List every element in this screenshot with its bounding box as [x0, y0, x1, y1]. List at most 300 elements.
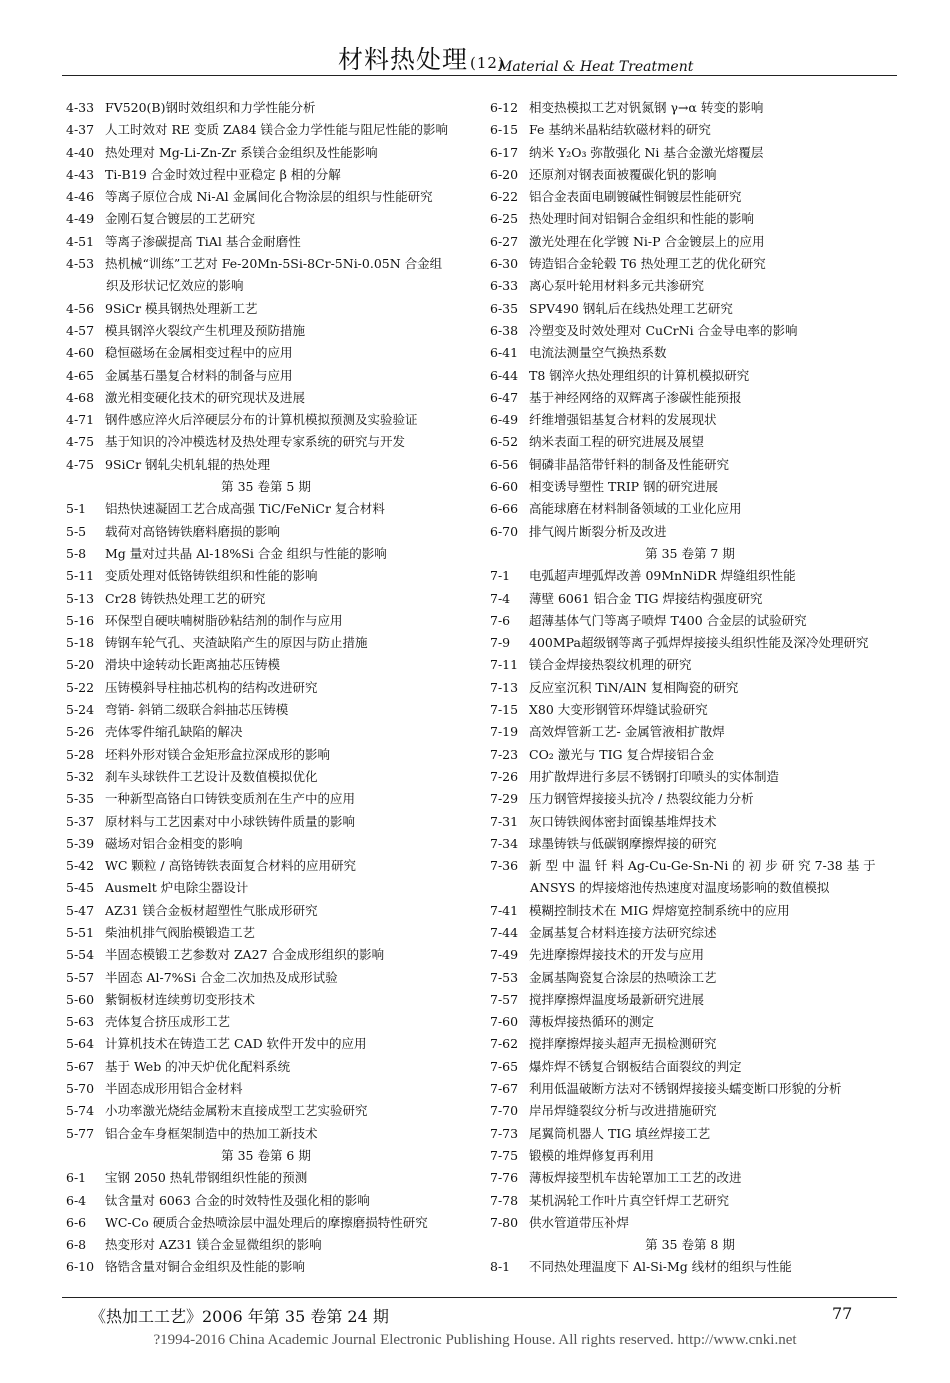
toc-entry	[66, 944, 466, 966]
toc-entry-title: 9SiCr 模具钢热处理新工艺	[105, 300, 258, 316]
toc-entry	[490, 811, 890, 833]
toc-entry	[66, 833, 466, 855]
toc-entry	[66, 231, 466, 253]
toc-entry	[66, 409, 466, 431]
toc-entry-page-code: 6-66	[490, 501, 519, 517]
toc-entry-title: 柴油机排气阀胎模锻造工艺	[105, 924, 256, 940]
toc-entry-title: Ti-B19 合金时效过程中亚稳定 β 相的分解	[105, 166, 341, 182]
toc-entry-page-code: 5-26	[66, 724, 95, 740]
toc-entry-title: 半固态成形用铝合金材料	[105, 1081, 243, 1097]
toc-entry-page-code: 6-44	[490, 367, 519, 383]
toc-entry-title: 金刚石复合镀层的工艺研究	[105, 211, 256, 227]
toc-entry	[490, 164, 890, 186]
toc-entry-page-code: 5-5	[66, 523, 87, 539]
toc-entry	[66, 342, 466, 364]
toc-entry-page-code: 5-37	[66, 813, 95, 829]
toc-entry	[490, 409, 890, 431]
toc-entry-title: 灰口铸铁阀体密封面镍基堆焊技术	[529, 813, 717, 829]
toc-entry	[490, 97, 890, 119]
toc-entry-title: 铝合金车身框架制造中的热加工新技术	[105, 1125, 318, 1141]
toc-entry-page-code: 7-6	[490, 612, 511, 628]
toc-entry-title: 宝钢 2050 热轧带钢组织性能的预测	[105, 1170, 308, 1186]
toc-entry	[66, 677, 466, 699]
toc-entry	[490, 989, 890, 1011]
toc-entry-title: 尾翼筒机器人 TIG 填丝焊接工艺	[529, 1125, 711, 1141]
toc-entry-page-code: 5-32	[66, 768, 95, 784]
toc-entry	[66, 989, 466, 1011]
toc-entry	[490, 744, 890, 766]
toc-entry-page-code: 5-57	[66, 969, 95, 985]
toc-entry	[490, 365, 890, 387]
toc-entry	[66, 1100, 466, 1122]
toc-entry-page-code: 7-31	[490, 813, 519, 829]
toc-entry	[490, 855, 890, 877]
toc-entry-title: 铸造铝合金轮毂 T6 热处理工艺的优化研究	[529, 256, 766, 272]
toc-entry-title: 不同热处理温度下 Al-Si-Mg 线材的组织与性能	[529, 1259, 792, 1275]
toc-entry-page-code: 7-44	[490, 924, 519, 940]
toc-entry-title: 小功率激光烧结金属粉末直接成型工艺实验研究	[105, 1103, 368, 1119]
toc-entry-page-code: 4-60	[66, 345, 95, 361]
toc-entry-page-code: 6-49	[490, 412, 519, 428]
toc-entry	[66, 1234, 466, 1256]
toc-entry-title: 壳体复合挤压成形工艺	[105, 1014, 231, 1030]
toc-entry	[490, 208, 890, 230]
toc-entry	[490, 610, 890, 632]
toc-entry	[490, 1033, 890, 1055]
toc-entry-title: 滑块中途转动长距离抽芯压铸模	[105, 657, 281, 673]
toc-entry	[490, 298, 890, 320]
issue-section-heading	[490, 543, 890, 565]
toc-entry-title: 先进摩擦焊接技术的开发与应用	[529, 947, 705, 963]
toc-entry-title: 高能球磨在材料制备领域的工业化应用	[529, 501, 742, 517]
toc-entry	[66, 164, 466, 186]
toc-entry-page-code: 7-23	[490, 746, 519, 762]
toc-entry-title: Cr28 铸铁热处理工艺的研究	[105, 590, 266, 606]
toc-entry-title: CO₂ 激光与 TIG 复合焊接铝合金	[529, 746, 715, 762]
toc-entry-page-code: 6-27	[490, 233, 519, 249]
toc-entry-page-code: 5-47	[66, 902, 95, 918]
toc-entry-title: 人工时效对 RE 变质 ZA84 镁合金力学性能与阻尼性能的影响	[105, 122, 449, 138]
toc-entry-page-code: 4-57	[66, 322, 95, 338]
toc-entry	[66, 610, 466, 632]
toc-entry-title: 模具钢淬火裂纹产生机理及预防措施	[105, 322, 306, 338]
toc-entry-title: 薄壁 6061 铝合金 TIG 焊接结构强度研究	[529, 590, 763, 606]
toc-entry-title: 热处理对 Mg-Li-Zn-Zr 系镁合金组织及性能影响	[105, 144, 378, 160]
toc-entry	[490, 498, 890, 520]
toc-entry-title: 电弧超声埋弧焊改善 09MnNiDR 焊缝组织性能	[529, 568, 796, 584]
toc-entry-title: 铝热快速凝固工艺合成高强 TiC/FeNiCr 复合材料	[105, 501, 385, 517]
toc-entry	[490, 431, 890, 453]
toc-entry-title: 坯料外形对镁合金矩形盒拉深成形的影响	[105, 746, 331, 762]
toc-entry-page-code: 4-40	[66, 144, 95, 160]
toc-entry-title: 铬锆含量对铜合金组织及性能的影响	[105, 1259, 306, 1275]
toc-entry	[490, 922, 890, 944]
toc-entry-title: 相变热模拟工艺对钒氮钢 γ→α 转变的影响	[529, 100, 764, 115]
toc-entry	[490, 231, 890, 253]
toc-entry-title: 新 型 中 温 钎 料 Ag-Cu-Ge-Sn-Ni 的 初 步 研 究 7-38 基 于	[529, 858, 876, 874]
toc-entry	[66, 387, 466, 409]
toc-entry-title: 变质处理对低铬铸铁组织和性能的影响	[105, 568, 318, 584]
toc-entry-title: 钛含量对 6063 合金的时效特性及强化相的影响	[105, 1192, 370, 1208]
toc-entry	[490, 387, 890, 409]
toc-entry	[66, 855, 466, 877]
toc-entry-title: 超薄基体气门等离子喷焊 T400 合金层的试验研究	[529, 612, 807, 628]
toc-entry-title: T8 钢淬火热处理组织的计算机模拟研究	[529, 367, 750, 383]
toc-entry	[66, 922, 466, 944]
toc-entry	[490, 1145, 890, 1167]
toc-entry-title: 薄板焊接热循环的测定	[529, 1014, 655, 1030]
toc-entry-page-code: 6-47	[490, 389, 519, 405]
header-rule	[62, 75, 897, 76]
toc-entry-page-code: 5-1	[66, 501, 87, 517]
toc-entry	[66, 365, 466, 387]
toc-entry	[490, 588, 890, 610]
toc-entry-title: 电流法测量空气换热系数	[529, 345, 667, 361]
toc-entry	[490, 119, 890, 141]
toc-entry-page-code: 4-53	[66, 256, 95, 272]
toc-entry-title: 高效焊管新工艺- 金属管液相扩散焊	[529, 724, 725, 740]
toc-entry-title: ANSYS 的焊接熔池传热速度对温度场影响的数值模拟	[530, 880, 830, 896]
toc-entry-page-code: 7-60	[490, 1014, 519, 1030]
toc-entry	[490, 900, 890, 922]
toc-entry-page-code: 5-77	[66, 1125, 95, 1141]
toc-entry	[490, 944, 890, 966]
toc-entry-page-code: 5-74	[66, 1103, 95, 1119]
toc-entry-title: 半固态模锻工艺参数对 ZA27 合金成形组织的影响	[105, 947, 385, 963]
toc-entry-page-code: 5-8	[66, 545, 87, 561]
toc-entry-page-code: 7-75	[490, 1147, 519, 1163]
toc-entry	[490, 275, 890, 297]
toc-entry-page-code: 7-65	[490, 1058, 519, 1074]
toc-entry	[490, 1078, 890, 1100]
toc-entry-page-code: 5-51	[66, 924, 95, 940]
toc-entry-page-code: 5-63	[66, 1014, 95, 1030]
toc-entry-title: 某机涡轮工作叶片真空钎焊工艺研究	[529, 1192, 730, 1208]
toc-entry-page-code: 8-1	[490, 1259, 511, 1275]
toc-entry-title: 原材料与工艺因素对中小球铁铸件质量的影响	[105, 813, 356, 829]
toc-entry-page-code: 5-35	[66, 791, 95, 807]
toc-entry-title: 爆炸焊不锈复合钢板结合面裂纹的判定	[529, 1058, 742, 1074]
toc-entry-title: 计算机技术在铸造工艺 CAD 软件开发中的应用	[105, 1036, 367, 1052]
toc-entry-page-code: 4-75	[66, 456, 95, 472]
toc-entry	[490, 253, 890, 275]
toc-entry-page-code: 7-80	[490, 1214, 519, 1230]
toc-entry-page-code: 6-38	[490, 322, 519, 338]
toc-entry-title: 基于知识的冷冲模选材及热处理专家系统的研究与开发	[105, 434, 406, 450]
toc-entry	[490, 833, 890, 855]
toc-entry	[66, 1033, 466, 1055]
toc-entry-page-code: 7-36	[490, 858, 519, 874]
toc-entry	[66, 275, 466, 297]
toc-entry-title: 压力钢管焊接接头抗冷 / 热裂纹能力分析	[529, 791, 754, 807]
toc-entry-page-code: 5-13	[66, 590, 95, 606]
toc-entry-page-code: 6-20	[490, 166, 519, 182]
toc-entry-page-code: 7-57	[490, 991, 519, 1007]
toc-entry	[66, 1123, 466, 1145]
toc-entry	[490, 1011, 890, 1033]
toc-entry-page-code: 6-25	[490, 211, 519, 227]
toc-entry-page-code: 5-54	[66, 947, 95, 963]
toc-entry-title: AZ31 镁合金板材超塑性气胀成形研究	[105, 902, 318, 918]
toc-entry	[66, 1011, 466, 1033]
toc-entry-title: 载荷对高铬铸铁磨料磨损的影响	[105, 523, 281, 539]
toc-entry-page-code: 5-24	[66, 702, 95, 718]
toc-entry-page-code: 6-41	[490, 345, 519, 361]
toc-entry	[66, 588, 466, 610]
toc-entry-title: 激光处理在化学镀 Ni-P 合金镀层上的应用	[529, 233, 765, 249]
toc-entry-page-code: 6-35	[490, 300, 519, 316]
toc-entry	[490, 877, 890, 899]
toc-entry-page-code: 7-9	[490, 635, 511, 651]
toc-entry	[66, 298, 466, 320]
toc-entry-title: 冷塑变及时效处理对 CuCrNi 合金导电率的影响	[529, 322, 798, 338]
toc-entry	[66, 788, 466, 810]
toc-entry-title: 铸钢车轮气孔、夹渣缺陷产生的原因与防止措施	[105, 635, 368, 651]
toc-entry-page-code: 5-22	[66, 679, 95, 695]
toc-entry	[490, 521, 890, 543]
toc-entry	[490, 565, 890, 587]
toc-entry-title: 激光相变硬化技术的研究现状及进展	[105, 389, 306, 405]
left-column	[66, 97, 466, 1279]
toc-entry	[66, 454, 466, 476]
toc-entry	[66, 900, 466, 922]
toc-entry	[490, 967, 890, 989]
toc-entry-page-code: 6-12	[490, 100, 519, 115]
toc-entry-title: 供水管道带压补焊	[529, 1214, 630, 1230]
toc-entry-page-code: 7-76	[490, 1170, 519, 1186]
toc-entry-title: 相变诱导塑性 TRIP 钢的研究进展	[529, 479, 719, 495]
toc-entry	[66, 1256, 466, 1278]
toc-entry-title: 金属基陶瓷复合涂层的热喷涂工艺	[529, 969, 717, 985]
toc-entry	[490, 632, 890, 654]
toc-entry	[490, 766, 890, 788]
toc-entry-title: Mg 量对过共晶 Al-18%Si 合金 组织与性能的影响	[105, 545, 387, 561]
toc-entry	[490, 654, 890, 676]
toc-entry-title: 壳体零件缩孔缺陷的解决	[105, 724, 243, 740]
toc-entry-page-code: 5-39	[66, 835, 95, 851]
toc-entry-page-code: 7-62	[490, 1036, 519, 1052]
copyright-line: ?1994-2016 China Academic Journal Electronic Publishing House. All rights reserved. http://www.cnki.net	[153, 1332, 797, 1348]
toc-entry	[490, 476, 890, 498]
toc-entry-page-code: 5-70	[66, 1081, 95, 1097]
toc-entry	[66, 119, 466, 141]
toc-entry-title: 用扩散焊进行多层不锈钢打印喷头的实体制造	[529, 768, 780, 784]
toc-entry-page-code: 5-20	[66, 657, 95, 673]
issue-number: (12)	[470, 54, 505, 72]
toc-entry-title: SPV490 钢轧后在线热处理工艺研究	[529, 300, 733, 316]
toc-entry-page-code: 6-1	[66, 1170, 87, 1186]
toc-entry-title: 基于神经网络的双辉离子渗碳性能预报	[529, 389, 742, 405]
toc-entry	[490, 1100, 890, 1122]
section-title: 第 35 卷第 8 期	[645, 1237, 735, 1253]
toc-entry	[66, 253, 466, 275]
toc-entry-title: 热变形对 AZ31 镁合金显微组织的影响	[105, 1237, 322, 1253]
toc-entry-title: 刹车头球铁件工艺设计及数值模拟优化	[105, 768, 318, 784]
toc-entry-page-code: 7-13	[490, 679, 519, 695]
toc-entry	[66, 654, 466, 676]
toc-entry-page-code: 6-8	[66, 1237, 87, 1253]
toc-entry-page-code: 7-67	[490, 1081, 519, 1097]
toc-entry-page-code: 4-46	[66, 189, 95, 205]
toc-entry-page-code: 7-49	[490, 947, 519, 963]
toc-entry	[66, 1167, 466, 1189]
toc-entry	[66, 498, 466, 520]
toc-entry-page-code: 4-51	[66, 233, 95, 249]
toc-entry	[490, 142, 890, 164]
toc-entry-page-code: 5-16	[66, 612, 95, 628]
toc-entry-page-code: 6-6	[66, 1214, 87, 1230]
toc-entry	[490, 320, 890, 342]
toc-entry-title: 纳米 Y₂O₃ 弥散强化 Ni 基合金激光熔覆层	[529, 144, 764, 160]
toc-entry-title: 还原剂对钢表面被覆碳化钒的影响	[529, 166, 717, 182]
toc-entry-title: 搅拌摩擦焊接头超声无损检测研究	[529, 1036, 717, 1052]
toc-entry-page-code: 7-15	[490, 702, 519, 718]
toc-entry	[66, 721, 466, 743]
toc-entry	[490, 454, 890, 476]
toc-entry-page-code: 6-52	[490, 434, 519, 450]
toc-entry-title: 等离子渗碳提高 TiAl 基合金耐磨性	[105, 233, 301, 249]
page-number: 77	[832, 1304, 853, 1323]
toc-entry-page-code: 4-68	[66, 389, 95, 405]
footer-journal: 《热加工工艺》2006 年第 35 卷第 24 期	[90, 1307, 389, 1326]
toc-entry	[66, 967, 466, 989]
toc-entry	[490, 1212, 890, 1234]
toc-entry	[490, 342, 890, 364]
toc-entry-title: 一种新型高铬白口铸铁变质剂在生产中的应用	[105, 791, 356, 807]
toc-entry	[66, 1056, 466, 1078]
toc-entry-title: X80 大变形钢管环焊缝试验研究	[529, 702, 708, 718]
toc-entry-title: 金属基复合材料连接方法研究综述	[529, 924, 717, 940]
toc-entry-title: 搅拌摩擦焊温度场最新研究进展	[529, 991, 705, 1007]
toc-entry-title: 纳米表面工程的研究进展及展望	[529, 434, 705, 450]
toc-entry-title: 稳恒磁场在金属相变过程中的应用	[105, 345, 293, 361]
toc-entry-page-code: 7-1	[490, 568, 511, 584]
issue-section-heading	[66, 1145, 466, 1167]
toc-entry-title: 反应室沉积 TiN/AlN 复相陶瓷的研究	[529, 679, 739, 695]
toc-entry-page-code: 7-78	[490, 1192, 519, 1208]
toc-entry-title: Fe 基纳米晶粘结软磁材料的研究	[529, 122, 711, 138]
toc-entry	[66, 521, 466, 543]
issue-section-heading	[490, 1234, 890, 1256]
toc-entry-page-code: 5-28	[66, 746, 95, 762]
section-title: 第 35 卷第 5 期	[221, 479, 311, 495]
toc-entry	[66, 632, 466, 654]
toc-entry-page-code: 4-71	[66, 412, 95, 428]
toc-entry	[66, 320, 466, 342]
toc-entry-title: 模糊控制技术在 MIG 焊熔宽控制系统中的应用	[529, 902, 790, 918]
toc-entry-page-code: 7-53	[490, 969, 519, 985]
toc-entry-page-code: 7-73	[490, 1125, 519, 1141]
toc-entry	[66, 431, 466, 453]
toc-entry-title: 磁场对铝合金相变的影响	[105, 835, 243, 851]
toc-entry-title: 9SiCr 钢轧尖机轧辊的热处理	[105, 456, 271, 472]
toc-entry-page-code: 7-26	[490, 768, 519, 784]
toc-entry	[66, 1190, 466, 1212]
toc-entry-page-code: 5-45	[66, 880, 95, 896]
toc-entry-title: 压铸模斜导柱抽芯机构的结构改进研究	[105, 679, 318, 695]
toc-entry	[66, 142, 466, 164]
toc-entry-page-code: 6-60	[490, 479, 519, 495]
toc-entry-title: 400MPa超级钢等离子弧焊焊接接头组织性能及深冷处理研究	[529, 635, 869, 651]
toc-entry-title: FV520(B)钢时效组织和力学性能分析	[105, 100, 316, 115]
toc-entry	[66, 877, 466, 899]
toc-entry	[66, 208, 466, 230]
section-title: 第 35 卷第 7 期	[645, 545, 735, 561]
issue-section-heading	[66, 476, 466, 498]
running-header-title	[338, 40, 505, 76]
toc-entry	[490, 1123, 890, 1145]
toc-entry	[66, 1212, 466, 1234]
toc-entry-page-code: 7-4	[490, 590, 511, 606]
toc-entry-page-code: 5-11	[66, 568, 95, 584]
toc-entry-page-code: 7-19	[490, 724, 519, 740]
toc-entry-title: 岸吊焊缝裂纹分析与改进措施研究	[529, 1103, 717, 1119]
toc-entry	[490, 1190, 890, 1212]
running-header-english: Material & Heat Treatment	[498, 59, 694, 75]
journal-section-title: 材料热处理	[338, 45, 469, 74]
toc-entry-page-code: 4-75	[66, 434, 95, 450]
toc-entry-title: 排气阀片断裂分析及改进	[529, 523, 667, 539]
toc-entry-title: Ausmelt 炉电除尘器设计	[105, 880, 249, 896]
toc-entry	[66, 565, 466, 587]
toc-entry	[66, 699, 466, 721]
toc-entry-page-code: 4-49	[66, 211, 95, 227]
right-column	[490, 97, 890, 1279]
toc-entry-page-code: 5-60	[66, 991, 95, 1007]
toc-entry	[490, 699, 890, 721]
toc-entry	[66, 543, 466, 565]
toc-entry-title: 基于 Web 的冲天炉优化配料系统	[105, 1058, 291, 1074]
toc-entry-title: 弯销- 斜销二级联合斜抽芯压铸模	[105, 702, 289, 718]
toc-entry-page-code: 6-70	[490, 523, 519, 539]
toc-entry-title: 利用低温破断方法对不锈钢焊接接头蠕变断口形貌的分析	[529, 1081, 842, 1097]
toc-entry	[490, 788, 890, 810]
toc-entry-title: 球墨铸铁与低碳钢摩擦焊接的研究	[529, 835, 717, 851]
toc-entry	[490, 1167, 890, 1189]
toc-entry-page-code: 7-70	[490, 1103, 519, 1119]
toc-entry	[490, 1256, 890, 1278]
toc-entry-title: 钢件感应淬火后淬硬层分布的计算机模拟预测及实验验证	[105, 412, 418, 428]
toc-entry	[66, 1078, 466, 1100]
toc-entry-page-code: 5-18	[66, 635, 95, 651]
toc-entry-title: 薄板焊接型机车齿轮罩加工工艺的改进	[529, 1170, 742, 1186]
toc-entry-page-code: 6-56	[490, 456, 519, 472]
toc-entry-title: 纤维增强铝基复合材料的发展现状	[529, 412, 717, 428]
toc-entry-title: 金属基石墨复合材料的制备与应用	[105, 367, 293, 383]
section-title: 第 35 卷第 6 期	[221, 1147, 311, 1163]
toc-entry	[490, 186, 890, 208]
toc-entry	[66, 97, 466, 119]
toc-entry-title: 镁合金焊接热裂纹机理的研究	[529, 657, 692, 673]
toc-entry	[490, 1056, 890, 1078]
toc-entry-title: WC 颗粒 / 高铬铸铁表面复合材料的应用研究	[105, 858, 357, 874]
toc-entry	[490, 721, 890, 743]
toc-entry-title: WC-Co 硬质合金热喷涂层中温处理后的摩擦磨损特性研究	[105, 1214, 428, 1230]
toc-entry-title: 铝合金表面电刷镀碱性铜镀层性能研究	[529, 189, 742, 205]
toc-entry-page-code: 5-64	[66, 1036, 95, 1052]
toc-entry-page-code: 6-17	[490, 144, 519, 160]
toc-entry-page-code: 6-4	[66, 1192, 87, 1208]
toc-entry-page-code: 4-56	[66, 300, 95, 316]
toc-entry-title: 离心泵叶轮用材料多元共渗研究	[529, 278, 705, 294]
toc-entry-page-code: 6-30	[490, 256, 519, 272]
toc-entry-page-code: 5-42	[66, 858, 95, 874]
toc-entry-page-code: 4-43	[66, 166, 95, 182]
toc-entry-page-code: 7-34	[490, 835, 519, 851]
toc-entry-page-code: 6-33	[490, 278, 519, 294]
toc-entry-page-code: 7-29	[490, 791, 519, 807]
toc-entry-page-code: 4-65	[66, 367, 95, 383]
